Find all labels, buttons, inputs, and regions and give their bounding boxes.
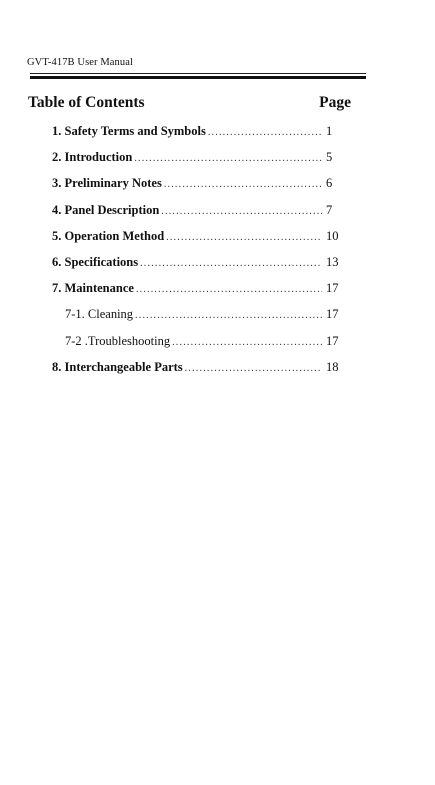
toc-dot-leader [164,232,322,243]
toc-dot-leader [206,127,322,138]
toc-entry-page: 13 [326,254,339,269]
toc-entry[interactable] [52,360,348,386]
toc-dot-leader [132,153,322,164]
toc-entry[interactable] [52,334,348,360]
toc-dot-leader [133,310,322,321]
toc-entry-label: 4. Panel Description [52,202,160,217]
toc-list [52,124,348,386]
toc-entry-label: 2. Introduction [52,150,133,165]
header-rule-thin [30,73,366,74]
toc-entry-page: 6 [326,176,333,191]
toc-entry-label: 8. Interchangeable Parts [52,359,183,374]
toc-dot-leader [183,363,322,374]
toc-dot-leader [159,206,322,217]
toc-entry-label: 1. Safety Terms and Symbols [52,124,206,138]
toc-dot-leader [162,179,322,190]
toc-heading: Table of Contents [28,94,145,111]
toc-entry-page: 1 [326,124,333,138]
toc-entry-label: 3. Preliminary Notes [52,176,162,191]
toc-entry-label: 7. Maintenance [52,281,134,296]
toc-entry[interactable] [52,281,348,307]
toc-page-heading: Page [319,94,351,111]
toc-entry[interactable] [52,203,348,229]
toc-entry-label: 6. Specifications [52,254,139,269]
toc-entry-page: 17 [326,307,339,322]
toc-dot-leader [138,258,322,269]
manual-title: GVT-417B User Manual [27,57,134,68]
toc-entry-page: 17 [326,333,339,348]
toc-entry[interactable] [52,229,348,255]
toc-entry[interactable] [52,307,348,333]
toc-entry[interactable] [52,255,348,281]
toc-entry-label: 5. Operation Method [52,228,165,243]
toc-entry-page: 17 [326,281,339,296]
toc-dot-leader [170,337,322,348]
toc-entry[interactable] [52,150,348,176]
toc-entry[interactable] [52,124,348,150]
toc-entry-page: 18 [326,359,339,374]
toc-entry-label: 7-2 .Troubleshooting [65,333,171,348]
toc-entry-page: 10 [326,228,339,243]
toc-entry-page: 5 [326,150,333,165]
toc-entry[interactable] [52,176,348,202]
toc-dot-leader [134,284,322,295]
header-rule-thick [30,76,366,79]
toc-entry-page: 7 [326,202,333,217]
toc-entry-label: 7-1. Cleaning [65,307,134,322]
